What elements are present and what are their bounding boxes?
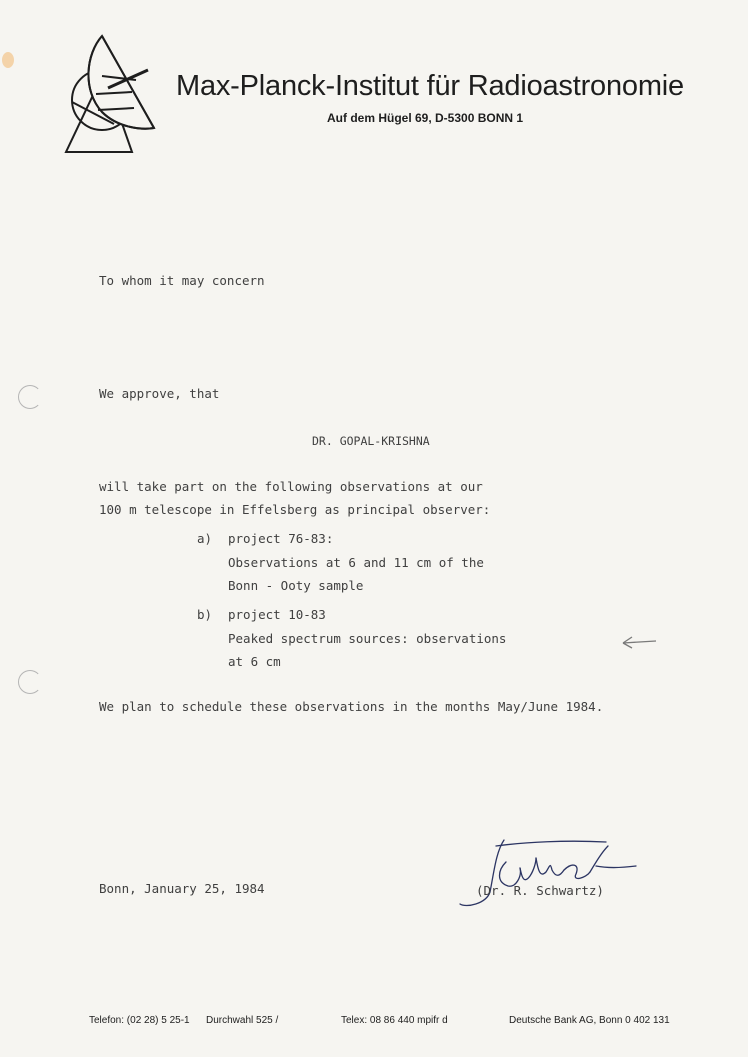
schedule-line: We plan to schedule these observations in the months May/June 1984. (99, 699, 604, 714)
observation-text-line: 100 m telescope in Effelsberg as principal observer: (99, 502, 491, 517)
footer-telephone: Telefon: (02 28) 5 25-1 (89, 1015, 190, 1026)
handwritten-arrow-icon (620, 634, 660, 650)
punch-hole-bottom (18, 670, 42, 694)
footer-extension: Durchwahl 525 / (206, 1015, 279, 1026)
observation-text-line: will take part on the following observations at our (99, 479, 483, 494)
institute-address: Auf dem Hügel 69, D-5300 BONN 1 (327, 111, 524, 125)
footer-bank: Deutsche Bank AG, Bonn 0 402 131 (509, 1015, 670, 1026)
project-line: project 76-83: (228, 531, 334, 546)
project-line: Observations at 6 and 11 cm of the (228, 555, 484, 570)
place-date: Bonn, January 25, 1984 (99, 881, 265, 896)
project-line: Bonn - Ooty sample (228, 578, 364, 593)
paper-stain (2, 52, 14, 68)
project-line: Peaked spectrum sources: observations (228, 631, 507, 646)
project-line: at 6 cm (228, 654, 281, 669)
punch-hole-top (18, 385, 42, 409)
radio-telescope-logo-icon (62, 32, 162, 157)
salutation: To whom it may concern (99, 273, 265, 288)
institute-name: Max-Planck-Institut für Radioastronomie (176, 70, 684, 102)
approval-line: We approve, that (99, 386, 220, 401)
person-name: DR. GOPAL-KRISHNA (312, 434, 430, 448)
project-marker: b) (197, 607, 213, 622)
handwritten-signature (456, 832, 646, 912)
project-line: project 10-83 (228, 607, 326, 622)
signatory-name: (Dr. R. Schwartz) (476, 883, 604, 898)
project-marker: a) (197, 531, 213, 546)
footer-telex: Telex: 08 86 440 mpifr d (341, 1015, 448, 1026)
